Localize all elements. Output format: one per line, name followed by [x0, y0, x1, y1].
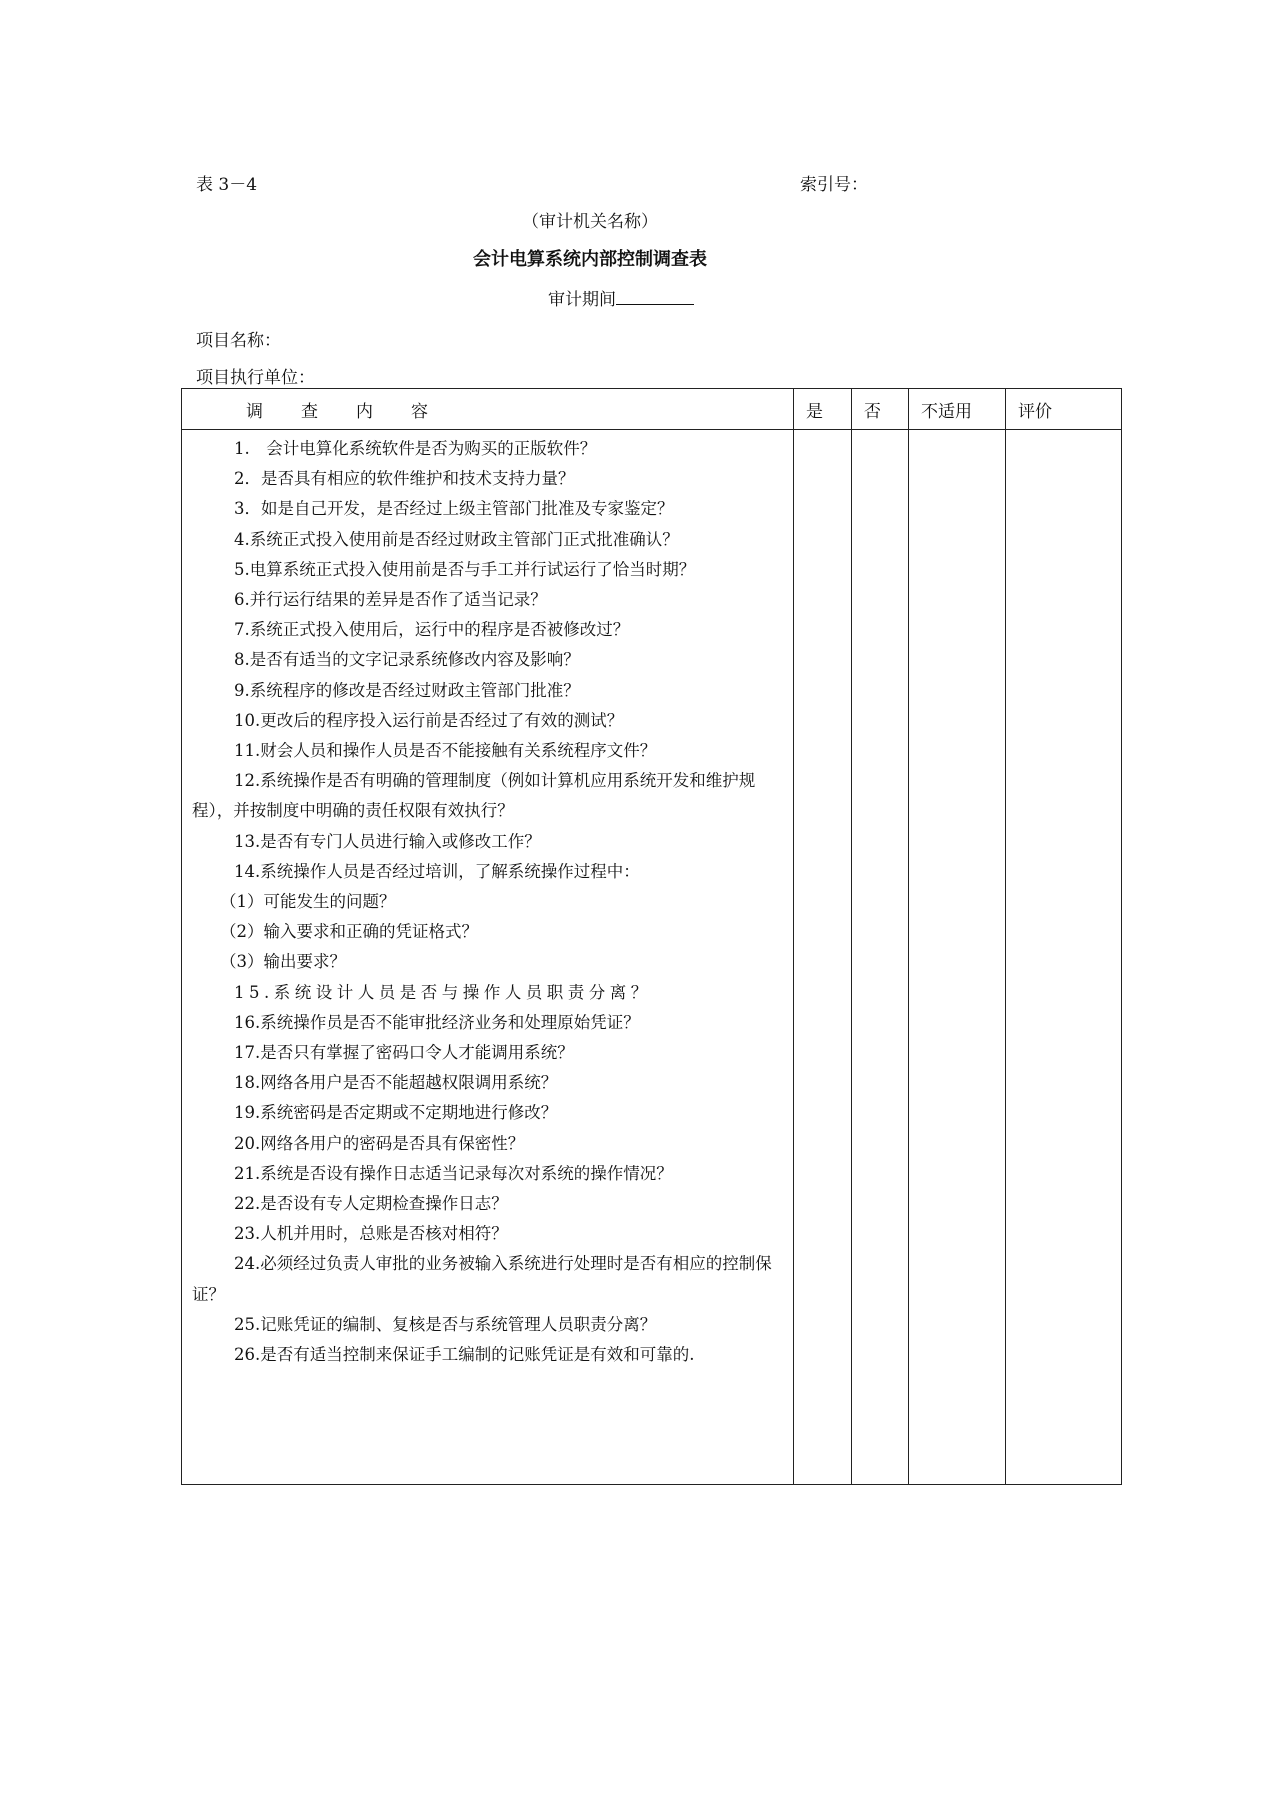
list-item: 9.系统程序的修改是否经过财政主管部门批准？ [234, 680, 580, 700]
list-item: 8.是否有适当的文字记录系统修改内容及影响？ [234, 650, 580, 670]
header-eval: 评价 [1006, 389, 1122, 430]
list-item: 16.系统操作员是否不能审批经济业务和处理原始凭证？ [234, 1012, 640, 1032]
list-item: 2．是否具有相应的软件维护和技术支持力量？ [234, 469, 575, 489]
list-item: 26.是否有适当控制来保证手工编制的记账凭证是有效和可靠的. [234, 1345, 695, 1365]
header-no: 否 [852, 389, 909, 430]
list-item: （3）输出要求？ [220, 952, 346, 972]
eval-cell[interactable] [1006, 430, 1122, 1485]
list-item: 12.系统操作是否有明确的管理制度（例如计算机应用系统开发和维护规程），并按制度中明确的责任权限有效执行？ [192, 771, 756, 821]
list-item: 5.电算系统正式投入使用前是否与手工并行试运行了恰当时期？ [234, 559, 696, 579]
no-cell[interactable] [852, 430, 909, 1485]
table-number: 表 3－4 [196, 175, 258, 195]
list-item: 14.系统操作人员是否经过培训，了解系统操作过程中： [234, 861, 640, 881]
survey-items-cell [182, 430, 794, 1485]
list-item: 21.系统是否设有操作日志适当记录每次对系统的操作情况？ [234, 1163, 673, 1183]
list-item: 4.系统正式投入使用前是否经过财政主管部门正式批准确认？ [234, 529, 679, 549]
index-number-label: 索引号： [800, 175, 868, 195]
list-item: （1）可能发生的问题？ [220, 892, 396, 912]
document-title: 会计电算系统内部控制调查表 [473, 249, 707, 270]
list-item: 23.人机并用时，总账是否核对相符？ [234, 1224, 508, 1244]
audit-period-blank [616, 288, 694, 305]
list-item: 19.系统密码是否定期或不定期地进行修改？ [234, 1103, 558, 1123]
list-item: 3．如是自己开发，是否经过上级主管部门批准及专家鉴定？ [234, 499, 674, 519]
header-na: 不适用 [909, 389, 1006, 430]
na-cell[interactable] [909, 430, 1006, 1485]
list-item: 22.是否设有专人定期检查操作日志？ [234, 1194, 508, 1214]
list-item: 15.系统设计人员是否与操作人员职责分离？ [234, 982, 652, 1002]
yes-cell[interactable] [794, 430, 852, 1485]
exec-unit-label: 项目执行单位： [196, 368, 315, 388]
header-content [182, 389, 794, 430]
list-item: 18.网络各用户是否不能超越权限调用系统？ [234, 1073, 558, 1093]
header-content-char: 查 [301, 401, 318, 422]
header-yes: 是 [794, 389, 852, 430]
audit-period-label: 审计期间 [548, 290, 616, 310]
table-header-row [182, 389, 1122, 430]
header-content-char: 内 [356, 401, 373, 422]
list-item: 20.网络各用户的密码是否具有保密性？ [234, 1133, 525, 1153]
table-body-row [182, 430, 1122, 1485]
list-item: 11.财会人员和操作人员是否不能接触有关系统程序文件？ [234, 741, 657, 761]
list-item: 25.记账凭证的编制、复核是否与系统管理人员职责分离？ [234, 1314, 657, 1334]
list-item: 13.是否有专门人员进行输入或修改工作？ [234, 831, 541, 851]
list-item: 1. 会计电算化系统软件是否为购买的正版软件？ [234, 439, 597, 458]
survey-table [181, 388, 1122, 1485]
list-item: 10.更改后的程序投入运行前是否经过了有效的测试？ [234, 710, 624, 730]
header-content-char: 调 [246, 401, 263, 422]
list-item: 17.是否只有掌握了密码口令人才能调用系统？ [234, 1043, 574, 1063]
audit-org-name: （审计机关名称） [522, 212, 658, 232]
project-name-label: 项目名称： [196, 331, 281, 351]
audit-period [548, 285, 694, 310]
list-item: 24.必须经过负责人审批的业务被输入系统进行处理时是否有相应的控制保证？ [192, 1254, 772, 1304]
list-item: 7.系统正式投入使用后，运行中的程序是否被修改过？ [234, 620, 630, 640]
list-item: 6.并行运行结果的差异是否作了适当记录？ [234, 590, 547, 610]
list-item: （2）输入要求和正确的凭证格式？ [220, 922, 478, 942]
header-content-char: 容 [411, 401, 428, 422]
